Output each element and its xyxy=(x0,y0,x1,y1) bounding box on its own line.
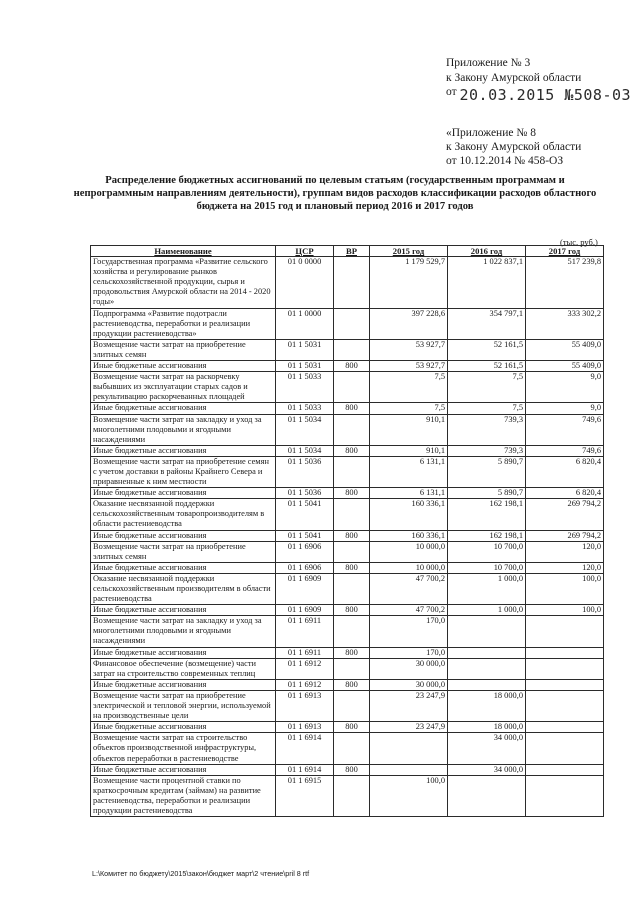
row-2016-cell xyxy=(448,616,526,647)
row-csr-cell: 01 1 6914 xyxy=(276,764,334,775)
row-2015-cell: 6 131,1 xyxy=(370,456,448,487)
row-vr-cell xyxy=(334,775,370,816)
row-name-cell: Иные бюджетные ассигнования xyxy=(91,403,276,414)
document-title: Распределение бюджетных ассигнований по целевым статьям (государственным программам и непрограммным направлениям деятельности), группам видов расходов классификации расходов областного бюджета на 2015 год и плановый период 2016 и 2017 годов xyxy=(73,175,597,212)
row-2015-cell xyxy=(370,764,448,775)
table-row xyxy=(91,573,604,604)
row-name-cell: Подпрограмма «Развитие подотрасли растениеводства, переработки и реализации продукции растениеводства» xyxy=(91,308,276,339)
table-row xyxy=(91,647,604,658)
row-2017-cell: 269 794,2 xyxy=(526,530,604,541)
row-vr-cell xyxy=(334,257,370,308)
row-csr-cell: 01 1 5033 xyxy=(276,403,334,414)
table-row xyxy=(91,488,604,499)
row-2017-cell xyxy=(526,733,604,764)
column-header-name: Наименование xyxy=(91,246,276,257)
row-vr-cell: 800 xyxy=(334,722,370,733)
table-header-row xyxy=(91,246,604,257)
row-2016-cell: 1 022 837,1 xyxy=(448,257,526,308)
column-header-csr: ЦСР xyxy=(276,246,334,257)
previous-appendix-reference xyxy=(446,126,581,168)
row-2017-cell xyxy=(526,658,604,679)
row-2017-cell: 6 820,4 xyxy=(526,488,604,499)
row-name-cell: Возмещение части затрат на приобретение элитных семян xyxy=(91,339,276,360)
row-2015-cell: 23 247,9 xyxy=(370,690,448,721)
prev-appendix-line: «Приложение № 8 xyxy=(446,127,536,139)
row-2017-cell: 333 302,2 xyxy=(526,308,604,339)
column-header-2015: 2015 год xyxy=(370,246,448,257)
row-2017-cell xyxy=(526,690,604,721)
row-name-cell: Возмещение части затрат на приобретение элитных семян xyxy=(91,541,276,562)
row-2015-cell: 1 179 529,7 xyxy=(370,257,448,308)
row-2015-cell: 23 247,9 xyxy=(370,722,448,733)
row-name-cell: Иные бюджетные ассигнования xyxy=(91,562,276,573)
stamp-prefix: от xyxy=(446,86,457,98)
column-header-2016: 2016 год xyxy=(448,246,526,257)
appendix-header xyxy=(446,56,581,86)
row-2017-cell: 6 820,4 xyxy=(526,456,604,487)
row-csr-cell: 01 1 5036 xyxy=(276,488,334,499)
row-vr-cell: 800 xyxy=(334,605,370,616)
row-vr-cell: 800 xyxy=(334,562,370,573)
row-csr-cell: 01 1 5036 xyxy=(276,456,334,487)
row-csr-cell: 01 1 6909 xyxy=(276,573,334,604)
row-2017-cell: 749,6 xyxy=(526,414,604,445)
row-2015-cell: 7,5 xyxy=(370,403,448,414)
row-vr-cell: 800 xyxy=(334,445,370,456)
row-vr-cell xyxy=(334,372,370,403)
row-name-cell: Оказание несвязанной поддержки сельскохозяйственным производителям в области растениеводства xyxy=(91,573,276,604)
row-csr-cell: 01 1 5034 xyxy=(276,445,334,456)
row-csr-cell: 01 1 6912 xyxy=(276,679,334,690)
row-2016-cell xyxy=(448,775,526,816)
row-csr-cell: 01 1 5041 xyxy=(276,530,334,541)
row-2016-cell: 52 161,5 xyxy=(448,339,526,360)
row-2017-cell: 517 239,8 xyxy=(526,257,604,308)
row-name-cell: Иные бюджетные ассигнования xyxy=(91,605,276,616)
table-row xyxy=(91,605,604,616)
appendix-line: к Закону Амурской области xyxy=(446,72,582,84)
row-name-cell: Иные бюджетные ассигнования xyxy=(91,722,276,733)
row-csr-cell: 01 1 6911 xyxy=(276,647,334,658)
row-vr-cell: 800 xyxy=(334,679,370,690)
row-2015-cell: 7,5 xyxy=(370,372,448,403)
table-row xyxy=(91,733,604,764)
row-name-cell: Оказание несвязанной поддержки сельскохозяйственным товаропроизводителям в области растениеводства xyxy=(91,499,276,530)
row-2015-cell: 100,0 xyxy=(370,775,448,816)
row-2016-cell: 162 198,1 xyxy=(448,530,526,541)
table-row xyxy=(91,456,604,487)
row-2016-cell: 7,5 xyxy=(448,403,526,414)
row-name-cell: Иные бюджетные ассигнования xyxy=(91,488,276,499)
row-2015-cell: 47 700,2 xyxy=(370,573,448,604)
row-2017-cell: 100,0 xyxy=(526,605,604,616)
row-vr-cell: 800 xyxy=(334,764,370,775)
row-name-cell: Иные бюджетные ассигнования xyxy=(91,764,276,775)
table-row xyxy=(91,562,604,573)
row-2015-cell: 160 336,1 xyxy=(370,530,448,541)
row-2015-cell: 10 000,0 xyxy=(370,562,448,573)
row-2015-cell: 30 000,0 xyxy=(370,679,448,690)
row-2016-cell xyxy=(448,647,526,658)
row-vr-cell xyxy=(334,690,370,721)
row-2017-cell: 269 794,2 xyxy=(526,499,604,530)
row-2015-cell: 397 228,6 xyxy=(370,308,448,339)
row-2015-cell xyxy=(370,733,448,764)
row-csr-cell: 01 1 0000 xyxy=(276,308,334,339)
row-name-cell: Иные бюджетные ассигнования xyxy=(91,530,276,541)
row-2017-cell: 9,0 xyxy=(526,403,604,414)
row-2015-cell: 30 000,0 xyxy=(370,658,448,679)
row-2016-cell: 5 890,7 xyxy=(448,488,526,499)
table-row xyxy=(91,414,604,445)
row-2017-cell xyxy=(526,647,604,658)
table-row xyxy=(91,308,604,339)
row-csr-cell: 01 1 6914 xyxy=(276,733,334,764)
row-2016-cell: 162 198,1 xyxy=(448,499,526,530)
row-name-cell: Возмещение части затрат на закладку и уход за многолетними плодовыми и ягодными насаждениями xyxy=(91,414,276,445)
row-csr-cell: 01 1 6906 xyxy=(276,562,334,573)
row-2016-cell: 52 161,5 xyxy=(448,361,526,372)
law-date-number xyxy=(446,86,631,104)
row-name-cell: Возмещение части затрат на закладку и уход за многолетними плодовыми и ягодными насаждениями xyxy=(91,616,276,647)
table-row xyxy=(91,690,604,721)
row-csr-cell: 01 1 6912 xyxy=(276,658,334,679)
row-2015-cell: 170,0 xyxy=(370,616,448,647)
row-2017-cell xyxy=(526,679,604,690)
row-vr-cell xyxy=(334,456,370,487)
row-vr-cell xyxy=(334,339,370,360)
row-2016-cell: 354 797,1 xyxy=(448,308,526,339)
table-row xyxy=(91,722,604,733)
row-csr-cell: 01 1 5031 xyxy=(276,339,334,360)
row-2015-cell: 10 000,0 xyxy=(370,541,448,562)
row-2016-cell: 7,5 xyxy=(448,372,526,403)
table-row xyxy=(91,679,604,690)
table-row xyxy=(91,764,604,775)
row-vr-cell xyxy=(334,658,370,679)
row-2016-cell: 739,3 xyxy=(448,414,526,445)
row-name-cell: Возмещение части затрат на приобретение семян с учетом доставки в районы Крайнего Севера и приравненные к ним местности xyxy=(91,456,276,487)
row-vr-cell: 800 xyxy=(334,647,370,658)
row-2017-cell: 55 409,0 xyxy=(526,339,604,360)
row-2016-cell: 10 700,0 xyxy=(448,562,526,573)
row-2015-cell: 910,1 xyxy=(370,414,448,445)
row-2015-cell: 170,0 xyxy=(370,647,448,658)
table-row xyxy=(91,616,604,647)
row-csr-cell: 01 1 6906 xyxy=(276,541,334,562)
table-row xyxy=(91,775,604,816)
row-csr-cell: 01 1 6913 xyxy=(276,722,334,733)
budget-table-body xyxy=(91,257,604,817)
units-label: (тыс. руб.) xyxy=(560,237,598,247)
budget-table xyxy=(90,245,604,817)
column-header-2017: 2017 год xyxy=(526,246,604,257)
table-row xyxy=(91,257,604,308)
handwritten-date-number: 20.03.2015 №508-03 xyxy=(459,86,632,104)
row-csr-cell: 01 1 5033 xyxy=(276,372,334,403)
row-name-cell: Иные бюджетные ассигнования xyxy=(91,679,276,690)
file-path-footer: L:\Комитет по бюджету\2015\закон\бюджет март\2 чтение\pril 8 rtf xyxy=(92,869,310,878)
row-2017-cell: 100,0 xyxy=(526,573,604,604)
row-2016-cell xyxy=(448,679,526,690)
row-2016-cell: 1 000,0 xyxy=(448,605,526,616)
table-row xyxy=(91,530,604,541)
row-2017-cell: 120,0 xyxy=(526,562,604,573)
row-vr-cell xyxy=(334,499,370,530)
row-2016-cell: 739,3 xyxy=(448,445,526,456)
row-name-cell: Возмещение части затрат на строительство объектов производственной инфраструктуры, объектов переработки в растениеводстве xyxy=(91,733,276,764)
table-row xyxy=(91,541,604,562)
row-csr-cell: 01 1 5031 xyxy=(276,361,334,372)
table-row xyxy=(91,339,604,360)
row-vr-cell xyxy=(334,573,370,604)
row-vr-cell xyxy=(334,414,370,445)
row-vr-cell xyxy=(334,308,370,339)
table-row xyxy=(91,445,604,456)
row-csr-cell: 01 1 5034 xyxy=(276,414,334,445)
row-2016-cell: 34 000,0 xyxy=(448,764,526,775)
row-2016-cell xyxy=(448,658,526,679)
row-vr-cell xyxy=(334,733,370,764)
row-2017-cell: 9,0 xyxy=(526,372,604,403)
row-2016-cell: 18 000,0 xyxy=(448,690,526,721)
row-2017-cell xyxy=(526,764,604,775)
row-csr-cell: 01 1 6915 xyxy=(276,775,334,816)
prev-appendix-line: от 10.12.2014 № 458-ОЗ xyxy=(446,155,564,167)
row-2015-cell: 47 700,2 xyxy=(370,605,448,616)
row-2017-cell xyxy=(526,616,604,647)
row-2017-cell: 55 409,0 xyxy=(526,361,604,372)
row-2017-cell: 120,0 xyxy=(526,541,604,562)
row-2016-cell: 1 000,0 xyxy=(448,573,526,604)
row-name-cell: Возмещение части затрат на приобретение электрической и тепловой энергии, используемой на производственные цели xyxy=(91,690,276,721)
table-row xyxy=(91,403,604,414)
row-2017-cell: 749,6 xyxy=(526,445,604,456)
row-2016-cell: 5 890,7 xyxy=(448,456,526,487)
prev-appendix-line: к Закону Амурской области xyxy=(446,141,582,153)
row-2015-cell: 53 927,7 xyxy=(370,339,448,360)
row-name-cell: Возмещение части затрат на раскорчевку выбывших из эксплуатации старых садов и рекультивацию раскорчеванных площадей xyxy=(91,372,276,403)
row-2016-cell: 10 700,0 xyxy=(448,541,526,562)
row-2015-cell: 53 927,7 xyxy=(370,361,448,372)
row-name-cell: Государственная программа «Развитие сельского хозяйства и регулирование рынков сельскохозяйственной продукции, сырья и продовольствия Амурской области на 2014 - 2020 годы» xyxy=(91,257,276,308)
row-vr-cell xyxy=(334,541,370,562)
row-2015-cell: 160 336,1 xyxy=(370,499,448,530)
row-vr-cell: 800 xyxy=(334,488,370,499)
row-2016-cell: 34 000,0 xyxy=(448,733,526,764)
row-csr-cell: 01 1 5041 xyxy=(276,499,334,530)
row-2017-cell xyxy=(526,775,604,816)
table-row xyxy=(91,658,604,679)
row-vr-cell: 800 xyxy=(334,530,370,541)
row-csr-cell: 01 0 0000 xyxy=(276,257,334,308)
row-name-cell: Финансовое обеспечение (возмещение) части затрат на строительство современных теплиц xyxy=(91,658,276,679)
row-name-cell: Иные бюджетные ассигнования xyxy=(91,445,276,456)
row-name-cell: Возмещение части процентной ставки по краткосрочным кредитам (займам) на развитие растениеводства, переработки и реализации продукции растениеводства xyxy=(91,775,276,816)
row-csr-cell: 01 1 6909 xyxy=(276,605,334,616)
row-vr-cell: 800 xyxy=(334,403,370,414)
row-2016-cell: 18 000,0 xyxy=(448,722,526,733)
row-2015-cell: 6 131,1 xyxy=(370,488,448,499)
row-vr-cell: 800 xyxy=(334,361,370,372)
row-2015-cell: 910,1 xyxy=(370,445,448,456)
appendix-line: Приложение № 3 xyxy=(446,57,531,69)
column-header-vr: ВР xyxy=(334,246,370,257)
row-2017-cell xyxy=(526,722,604,733)
table-row xyxy=(91,361,604,372)
row-csr-cell: 01 1 6911 xyxy=(276,616,334,647)
table-row xyxy=(91,372,604,403)
row-name-cell: Иные бюджетные ассигнования xyxy=(91,647,276,658)
table-row xyxy=(91,499,604,530)
row-vr-cell xyxy=(334,616,370,647)
row-csr-cell: 01 1 6913 xyxy=(276,690,334,721)
row-name-cell: Иные бюджетные ассигнования xyxy=(91,361,276,372)
